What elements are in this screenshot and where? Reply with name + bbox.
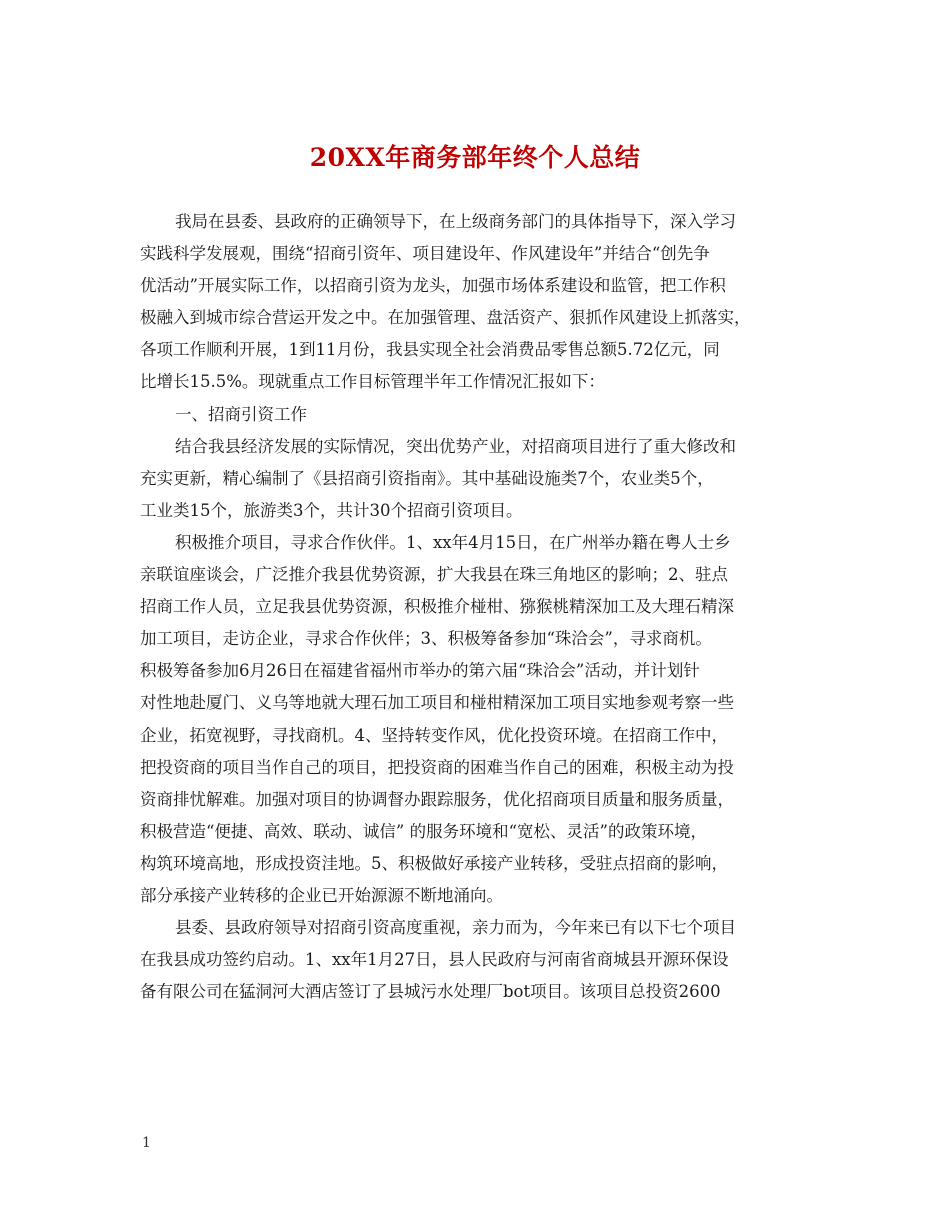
body-line: 积极推介项目，寻求合作伙伴。1、xx年4月15日，在广州举办籍在粤人士乡 [175,532,731,552]
body-line: 一、招商引资工作 [175,404,307,424]
body-line: 积极筹备参加6月26日在福建省福州市举办的第六届“珠洽会”活动，并计划针 [140,661,700,681]
body-line: 把投资商的项目当作自己的项目，把投资商的困难当作自己的困难，积极主动为投 [140,757,734,777]
body-line: 工业类15个，旅游类3个，共计30个招商引资项目。 [140,500,523,520]
page-number: 1 [142,1135,151,1151]
body-line: 部分承接产业转移的企业已开始源源不断地涌向。 [140,885,503,905]
body-line: 备有限公司在猛洞河大酒店签订了县城污水处理厂bot项目。该项目总投资2600 [140,982,721,1002]
body-line: 结合我县经济发展的实际情况，突出优势产业，对招商项目进行了重大修改和 [175,436,736,456]
body-line: 在我县成功签约启动。1、xx年1月27日，县人民政府与河南省商城县开源环保设 [140,950,729,970]
body-line: 亲联谊座谈会，广泛推介我县优势资源，扩大我县在珠三角地区的影响；2、驻点 [140,565,728,585]
body-line: 县委、县政府领导对招商引资高度重视，亲力而为，今年来已有以下七个项目 [175,918,736,938]
body-line: 积极营造“便捷、高效、联动、诚信” 的服务环境和“宽松、灵活”的政策环境， [140,821,707,841]
body-line: 实践科学发展观，围绕“招商引资年、项目建设年、作风建设年”并结合“创先争 [140,244,710,264]
body-line: 各项工作顺利开展，1到11月份，我县实现全社会消费品零售总额5.72亿元，同 [140,340,720,360]
body-line: 我局在县委、县政府的正确领导下，在上级商务部门的具体指导下，深入学习 [175,212,736,231]
body-line: 招商工作人员，立足我县优势资源，积极推介椪柑、猕猴桃精深加工及大理石精深 [140,597,734,617]
document-body [140,206,820,1008]
document-title: 20XX年商务部年终个人总结 [309,143,641,172]
body-line: 比增长15.5%。现就重点工作目标管理半年工作情况汇报如下： [140,372,605,392]
body-line: 企业，拓宽视野，寻找商机。4、坚持转变作风，优化投资环境。在招商工作中， [140,725,728,745]
body-line: 对性地赴厦门、义乌等地就大理石加工项目和椪柑精深加工项目实地参观考察一些 [140,693,734,713]
body-line: 构筑环境高地，形成投资洼地。5、积极做好承接产业转移，受驻点招商的影响， [140,853,728,873]
body-line: 极融入到城市综合营运开发之中。在加强管理、盘活资产、狠抓作风建设上抓落实， [140,308,751,328]
body-line: 加工项目，走访企业，寻求合作伙伴；3、积极筹备参加“珠洽会”，寻求商机。 [140,629,712,649]
body-line: 充实更新，精心编制了《县招商引资指南》。其中基础设施类7个，农业类5个， [140,468,714,488]
body-line: 优活动”开展实际工作，以招商引资为龙头，加强市场体系建设和监管，把工作积 [140,276,726,296]
body-line: 资商排忧解难。加强对项目的协调督办跟踪服务，优化招商项目质量和服务质量， [140,789,734,809]
